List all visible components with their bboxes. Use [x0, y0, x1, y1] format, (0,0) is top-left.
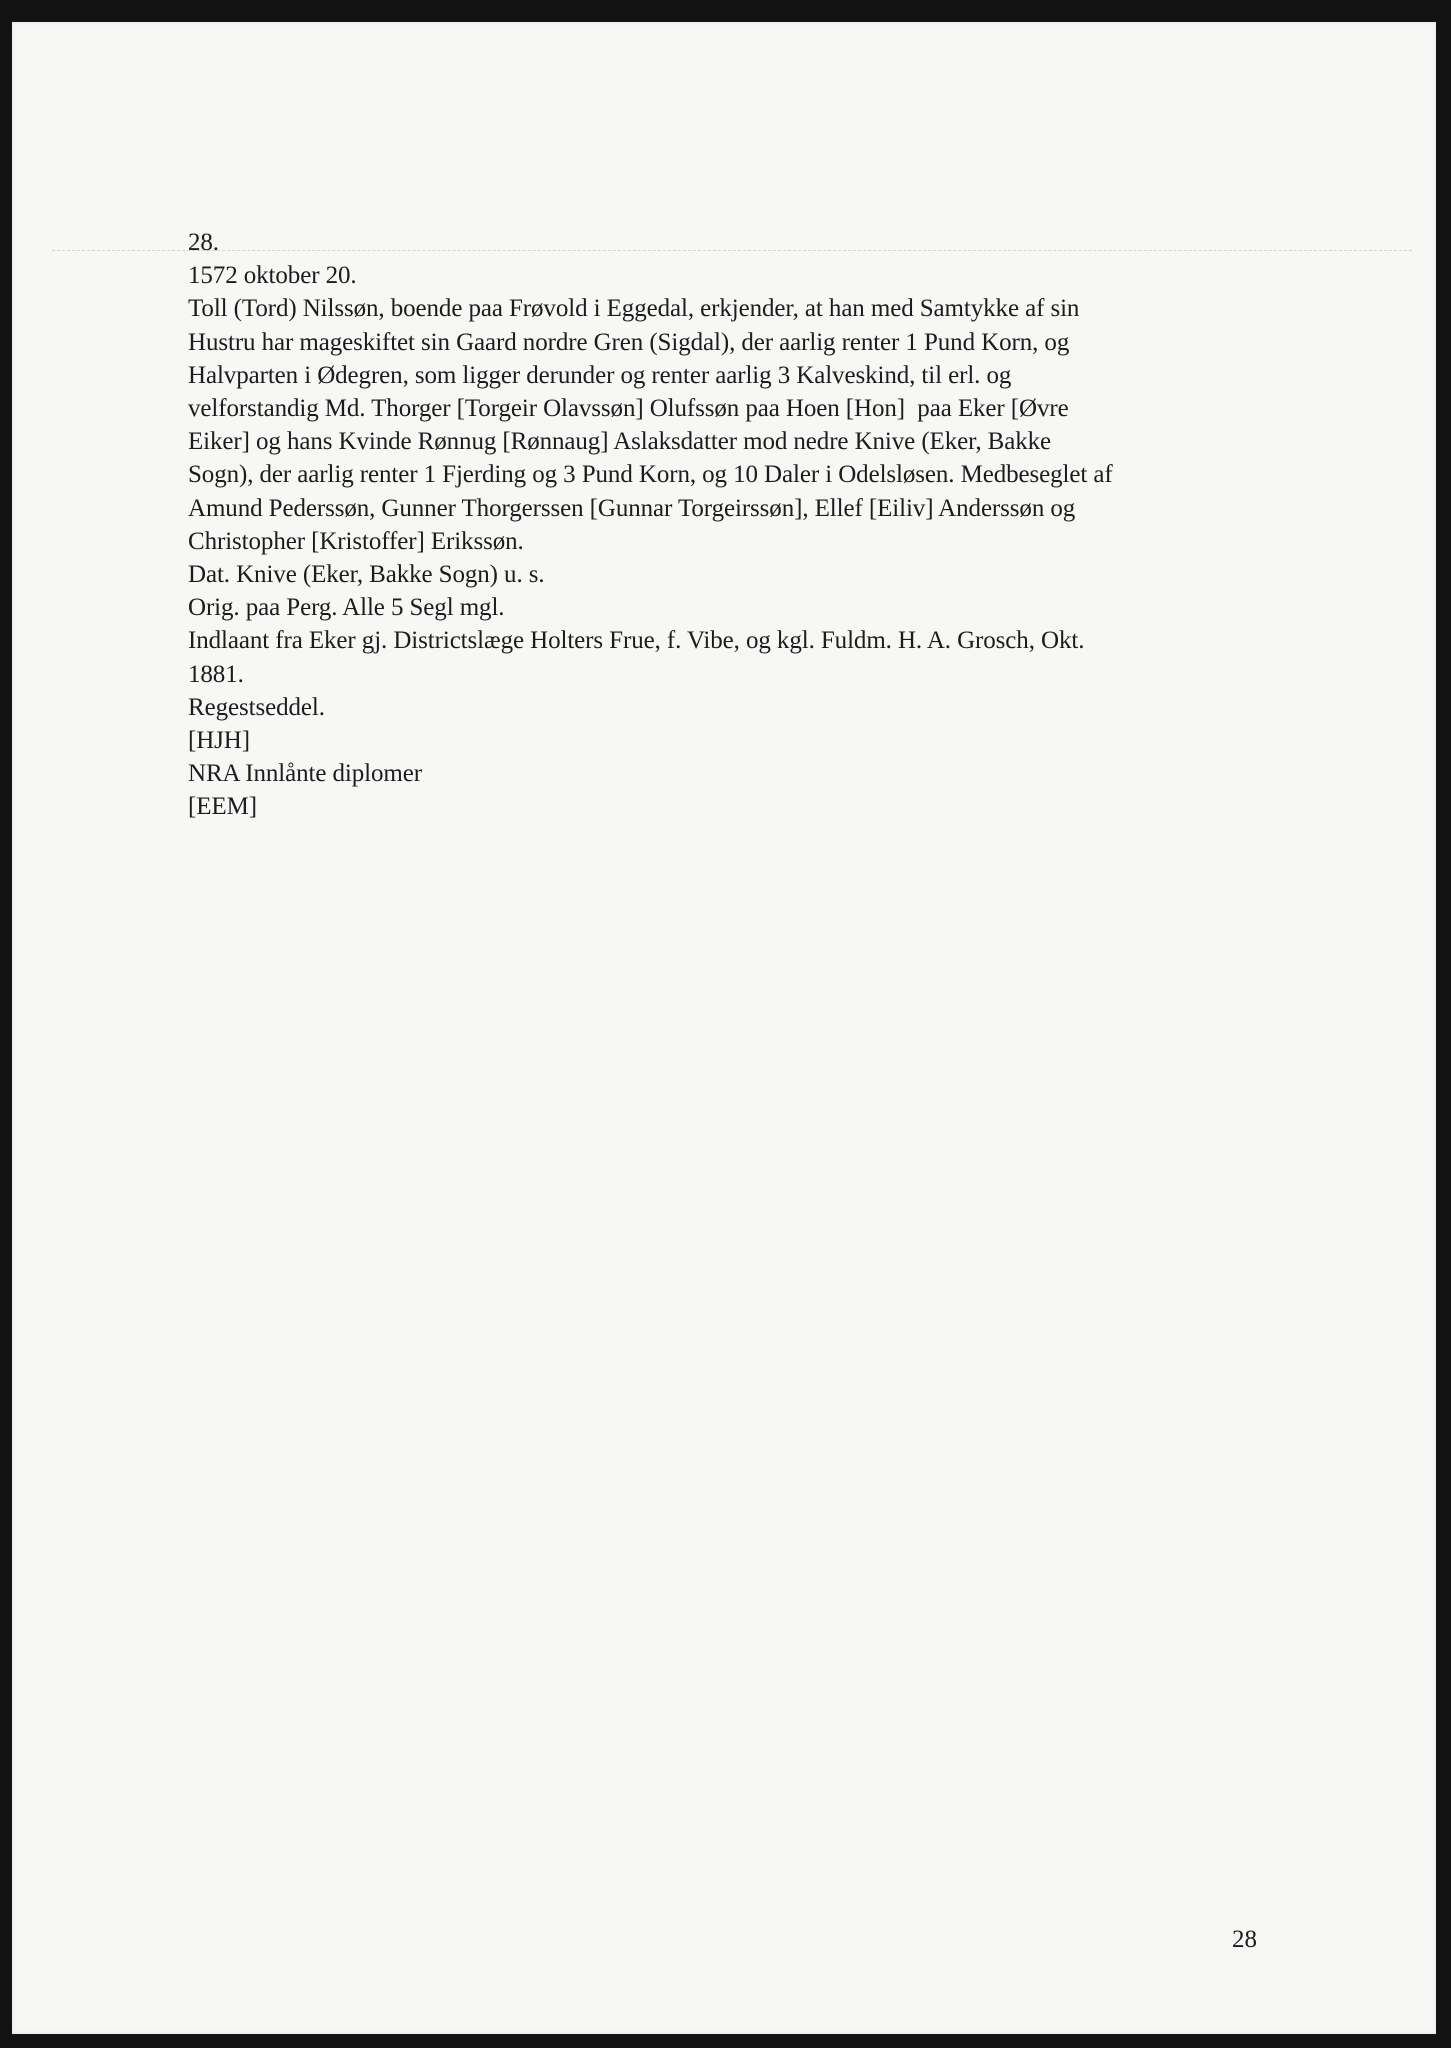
- body-line: Hustru har mageskiftet sin Gaard nordre Gren (Sigdal), der aarlig renter 1 Pund Korn, og: [188, 328, 1070, 356]
- collection-name: NRA Innlånte diplomer: [188, 760, 422, 788]
- body-line: Eiker] og hans Kvinde Rønnug [Rønnaug] Aslaksdatter mod nedre Knive (Eker, Bakke: [188, 428, 1052, 456]
- body-line: Amund Pederssøn, Gunner Thorgerssen [Gunnar Torgeirssøn], Ellef [Eiliv] Anderssøn og: [188, 494, 1076, 522]
- body-line: Halvparten i Ødegren, som ligger derunder og renter aarlig 3 Kalveskind, til erl. og: [188, 361, 1012, 389]
- body-line: Christopher [Kristoffer] Erikssøn.: [188, 527, 524, 555]
- document-page: [12, 22, 1436, 2034]
- body-line: Sogn), der aarlig renter 1 Fjerding og 3 Pund Korn, og 10 Daler i Odelsløsen. Medbeseglet af: [188, 461, 1113, 489]
- entry-number: 28.: [188, 229, 219, 256]
- body-line: velforstandig Md. Thorger [Torgeir Olavssøn] Olufssøn paa Hoen [Hon] paa Eker [Øvre: [188, 395, 1069, 423]
- document-text: [188, 226, 1328, 824]
- loan-note-year: 1881.: [188, 660, 244, 688]
- entry-date: 1572 oktober 20.: [188, 262, 357, 290]
- regest-note: Regestseddel.: [188, 693, 325, 721]
- body-line: Toll (Tord) Nilssøn, boende paa Frøvold i Eggedal, erkjender, at han med Samtykke af sin: [188, 295, 1080, 323]
- editor-initials: [EEM]: [188, 793, 257, 821]
- editor-initials: [HJH]: [188, 727, 250, 755]
- page-number: 28: [1232, 1926, 1257, 1953]
- loan-note: Indlaant fra Eker gj. Districtslæge Holters Frue, f. Vibe, og kgl. Fuldm. H. A. Grosch, Okt.: [188, 627, 1085, 655]
- original-note: Orig. paa Perg. Alle 5 Segl mgl.: [188, 594, 505, 622]
- dating-line: Dat. Knive (Eker, Bakke Sogn) u. s.: [188, 561, 545, 589]
